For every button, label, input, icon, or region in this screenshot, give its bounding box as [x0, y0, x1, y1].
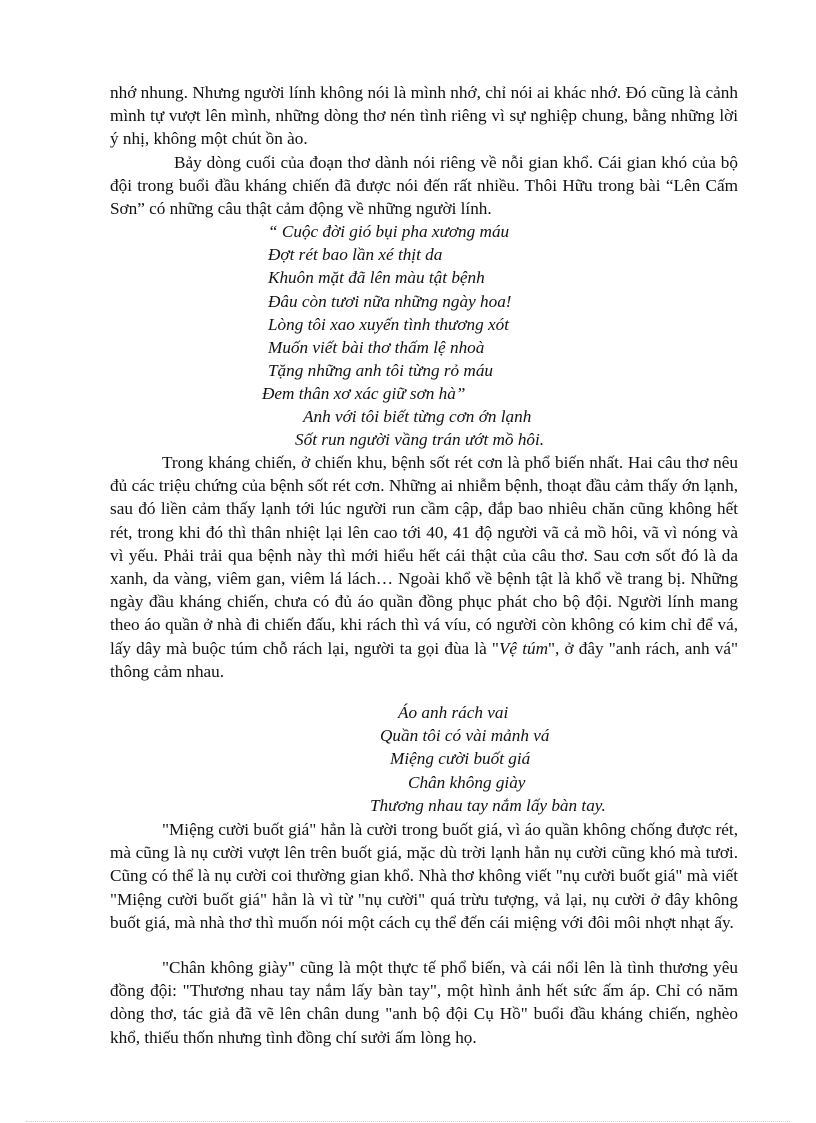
- paragraph-text: Bảy dòng cuối của đoạn thơ dành nói riêng về nỗi gian khổ. Cái gian khó của bộ đội trong buổi đầu kháng chiến đã được nói đến rất nhiều. Thôi Hữu trong bài “Lên Cấm Sơn” có những câu thật cảm động về những người lính.: [110, 153, 738, 219]
- paragraph-text-tail: , ở đây "anh rách, anh vá" thông cảm nhau.: [110, 638, 738, 681]
- poem-excerpt-dong-chi-2: [370, 701, 606, 817]
- poem-line: Quần tôi có vài mảnh vá: [380, 726, 550, 746]
- poem-line: Lòng tôi xao xuyến tình thương xót: [268, 314, 509, 334]
- paragraph-4: [110, 818, 738, 934]
- poem-line: Miệng cười buốt giá: [390, 749, 531, 769]
- poem-line: Áo anh rách vai: [398, 703, 509, 722]
- poem-line: Thương nhau tay nắm lấy bàn tay.: [370, 795, 606, 815]
- paragraph-3: [110, 451, 738, 683]
- poem-line: Sốt run người vầng trán ướt mồ hôi.: [295, 430, 545, 450]
- poem-excerpt-len-cam-son: [258, 220, 512, 406]
- poem-line: Đâu còn tươi nữa những ngày hoa!: [268, 291, 512, 311]
- paragraph-2: [110, 151, 738, 221]
- paragraph-1: [110, 81, 738, 151]
- poem-line: Tặng những anh tôi từng rỏ máu: [268, 361, 494, 381]
- poem-line: Chân không giày: [408, 772, 526, 792]
- poem-line: “ Cuộc đời gió bụi pha xương máu: [268, 222, 510, 241]
- poem-line: Đợt rét bao lần xé thịt da: [268, 245, 443, 265]
- paragraph-text: "Miệng cười buốt giá" hẳn là cười trong buốt giá, vì áo quần không chống được rét, mà cũng là nụ cười vượt lên trên buốt giá, mặc dù trời lạnh hẳn nụ cười cũng khó mà tươi. Cũng có thể là nụ cười coi thường gian khổ. Nhà thơ không viết "nụ cười buốt giá" mà viết "Miệng cười buốt giá" hẳn là vì từ "nụ cười" quá trừu tượng, vả lại, nụ cười ở đây không buốt giá, mà nhà thơ thì muốn nói một cách cụ thể đến cái miệng với đôi môi nhợt nhạt ấy.: [110, 820, 738, 932]
- poem-line: Khuôn mặt đã lên màu tật bệnh: [268, 268, 485, 288]
- paragraph-text-main: Trong kháng chiến, ở chiến khu, bệnh sốt rét cơn là phổ biến nhất. Hai câu thơ nêu đủ các triệu chứng của bệnh sốt rét cơn. Những ai nhiễm bệnh, thoạt đầu cảm thấy ớn lạnh, sau đó liền cảm thấy lạnh tới lúc người run cầm cập, đắp bao nhiêu chăn cũng không hết rét, trong khi đó thì thân nhiệt lại lên cao tới 40, 41 độ người vã cả mồ hôi, vã vì nóng và vì yếu. Phải trải qua bệnh này thì mới hiểu hết cái thật của câu thơ. Sau cơn sốt đó là da xanh, da vàng, viêm gan, viêm lá lách… Ngoài khổ về bệnh tật là khổ về trang bị. Những ngày đầu kháng chiến, chưa có đủ áo quần đồng phục phát cho bộ đội. Người lính mang theo áo quần ở nhà đi chiến đấu, khi rách thì vá víu, có người còn không có kim chỉ để vá, lấy dây mà buộc túm chỗ rách lại, người ta gọi đùa là: [110, 453, 738, 658]
- poem-line: Đem thân xơ xác giữ sơn hà”: [262, 384, 466, 404]
- paragraph-5: [110, 956, 738, 1049]
- paragraph-text: "Chân không giày" cũng là một thực tế phổ biến, và cái nổi lên là tình thương yêu đồng đội: "Thương nhau tay nắm lấy bàn tay", một hình ảnh hết sức ấm áp. Chỉ có năm dòng thơ, tác giả đã vẽ lên chân dung "anh bộ đội Cụ Hồ" buổi đầu kháng chiến, nghèo khổ, thiếu thốn nhưng tình đồng chí sưởi ấm lòng họ.: [110, 958, 738, 1047]
- poem-line: Anh với tôi biết từng cơn ớn lạnh: [303, 407, 532, 426]
- paragraph-text: Trong kháng chiến, ở chiến khu, bệnh sốt rét cơn là phổ biến nhất. Hai câu thơ nêu đủ các triệu chứng của bệnh sốt rét cơn. Những ai nhiễm bệnh, thoạt đầu cảm thấy ớn lạnh, sau đó liền cảm thấy lạnh tới lúc người run cầm cập, đắp bao nhiêu chăn cũng không hết rét, trong khi đó thì thân nhiệt lại lên cao tới 40, 41 độ người vã cả mồ hôi, vã vì nóng và vì yếu. Phải trải qua bệnh này thì mới hiểu hết cái thật của câu thơ. Sau cơn sốt đó là da xanh, da vàng, viêm gan, viêm lá lách… Ngoài khổ về bệnh tật là khổ về trang bị. Những ngày đầu kháng chiến, chưa có đủ áo quần đồng phục phát cho bộ đội. Người lính mang theo áo quần ở nhà đi chiến đấu, khi rách thì vá víu, có người còn không có kim chỉ để vá, lấy dây mà buộc túm chỗ rách lại, người ta gọi đùa là "Vệ túm", ở đây "anh rách, anh vá" thông cảm nhau.: [110, 453, 738, 681]
- poem-line: Muốn viết bài thơ thấm lệ nhoà: [268, 337, 485, 357]
- poem-excerpt-dong-chi-1: [295, 405, 544, 451]
- page-bottom-border: [26, 1121, 790, 1122]
- paragraph-text: nhớ nhung. Nhưng người lính không nói là mình nhớ, chỉ nói ai khác nhớ. Đó cũng là cảnh mình tự vượt lên mình, những dòng thơ nén tình riêng vì sự nghiệp chung, bằng những lời ý nhị, không một chút ồn ào.: [110, 83, 738, 149]
- emphasized-term: Vệ túm: [498, 638, 549, 658]
